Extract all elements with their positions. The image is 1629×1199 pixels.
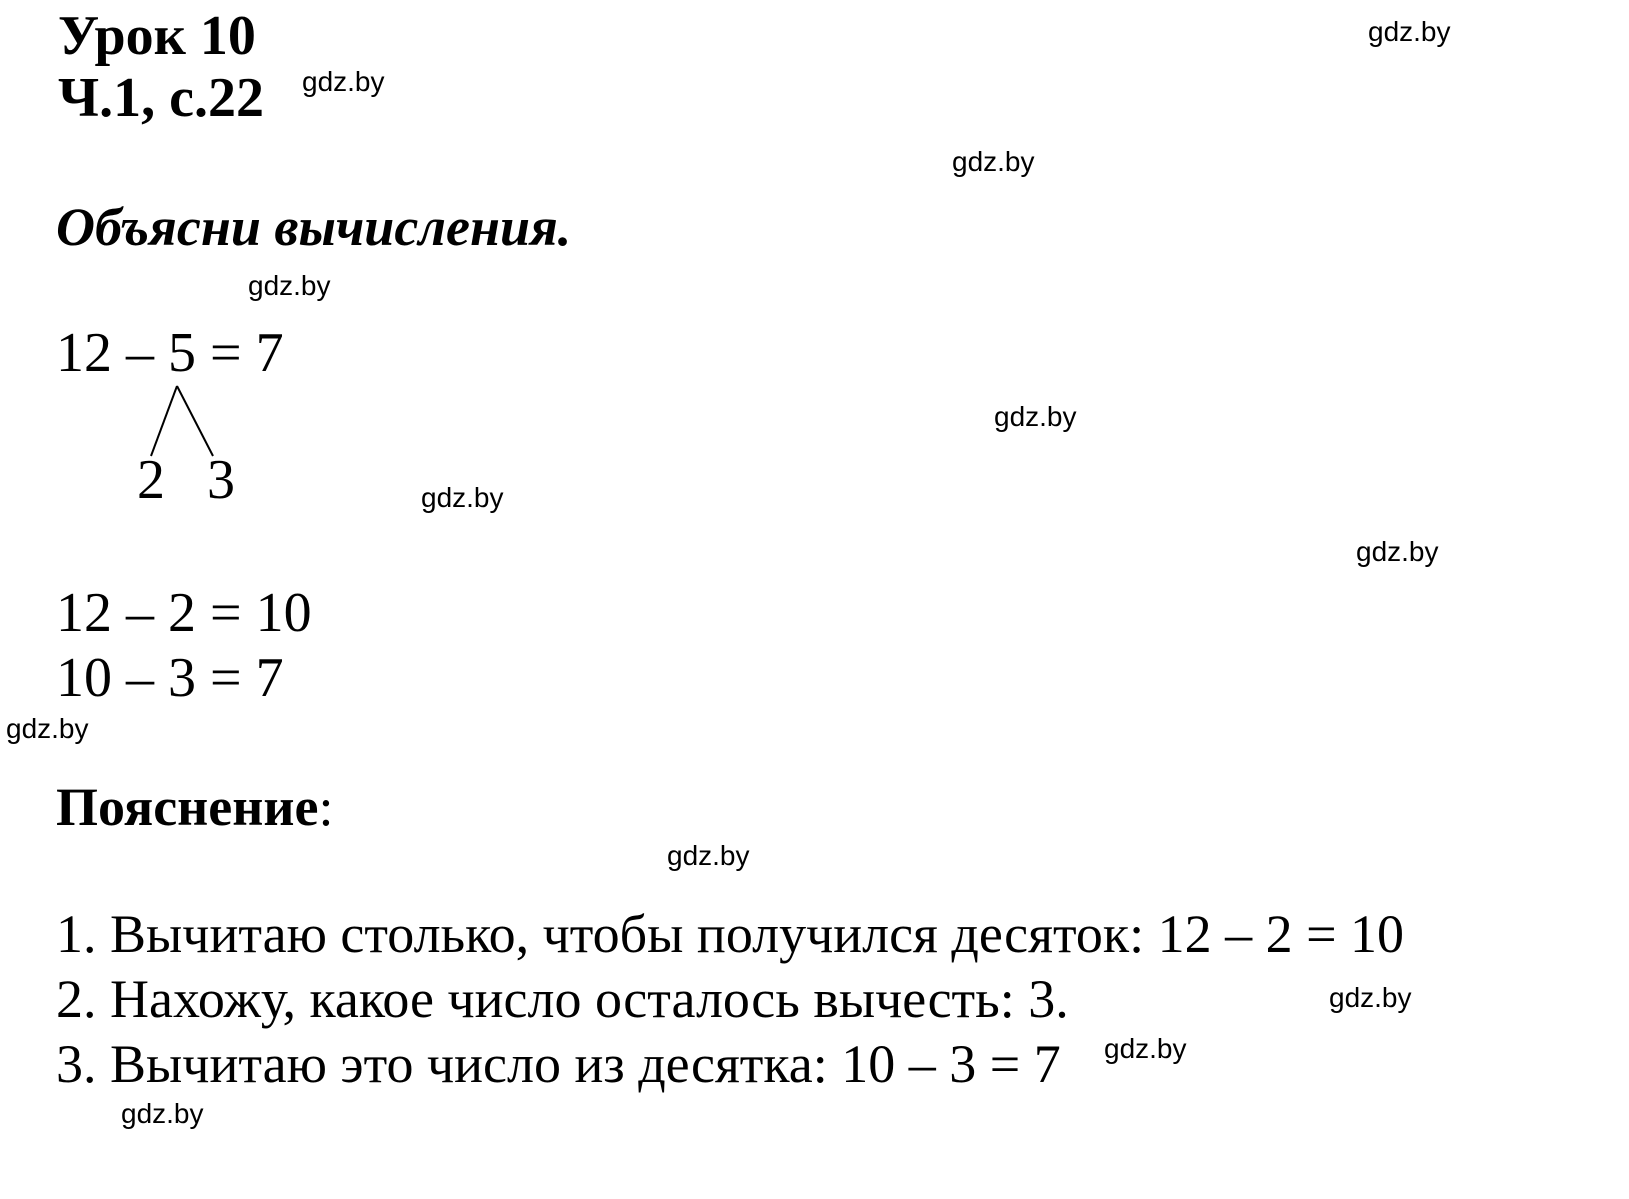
watermark: gdz.by xyxy=(1368,16,1451,47)
split-line-right xyxy=(177,386,213,456)
explanation-step-1: 1. Вычитаю столько, чтобы получился десяток: 12 – 2 = 10 xyxy=(56,904,1405,964)
decomposition-lines xyxy=(140,380,230,460)
watermark: gdz.by xyxy=(994,401,1077,432)
split-line-left xyxy=(151,386,177,456)
watermark: gdz.by xyxy=(248,270,331,301)
split-right-number: 3 xyxy=(207,449,235,511)
task-title: Объясни вычисления. xyxy=(56,197,572,257)
watermark: gdz.by xyxy=(952,146,1035,177)
watermark: gdz.by xyxy=(1329,982,1412,1013)
step-expression-1: 12 – 2 = 10 xyxy=(56,582,312,644)
watermark: gdz.by xyxy=(1356,536,1439,567)
explanation-step-2: 2. Нахожу, какое число осталось вычесть: 3. xyxy=(56,969,1069,1029)
watermark: gdz.by xyxy=(121,1098,204,1129)
main-expression: 12 – 5 = 7 xyxy=(56,322,284,384)
explanation-heading xyxy=(56,777,334,837)
watermark: gdz.by xyxy=(667,840,750,871)
watermark: gdz.by xyxy=(6,713,89,744)
explanation-colon: : xyxy=(318,777,334,837)
lesson-title: Урок 10 xyxy=(58,5,256,67)
watermark: gdz.by xyxy=(1104,1033,1187,1064)
split-left-number: 2 xyxy=(137,449,165,511)
part-page-label: Ч.1, с.22 xyxy=(58,67,264,129)
watermark: gdz.by xyxy=(302,66,385,97)
explanation-step-3: 3. Вычитаю это число из десятка: 10 – 3 = 7 xyxy=(56,1034,1061,1094)
step-expression-2: 10 – 3 = 7 xyxy=(56,647,284,709)
explanation-title: Пояснение xyxy=(56,777,319,837)
watermark: gdz.by xyxy=(421,482,504,513)
